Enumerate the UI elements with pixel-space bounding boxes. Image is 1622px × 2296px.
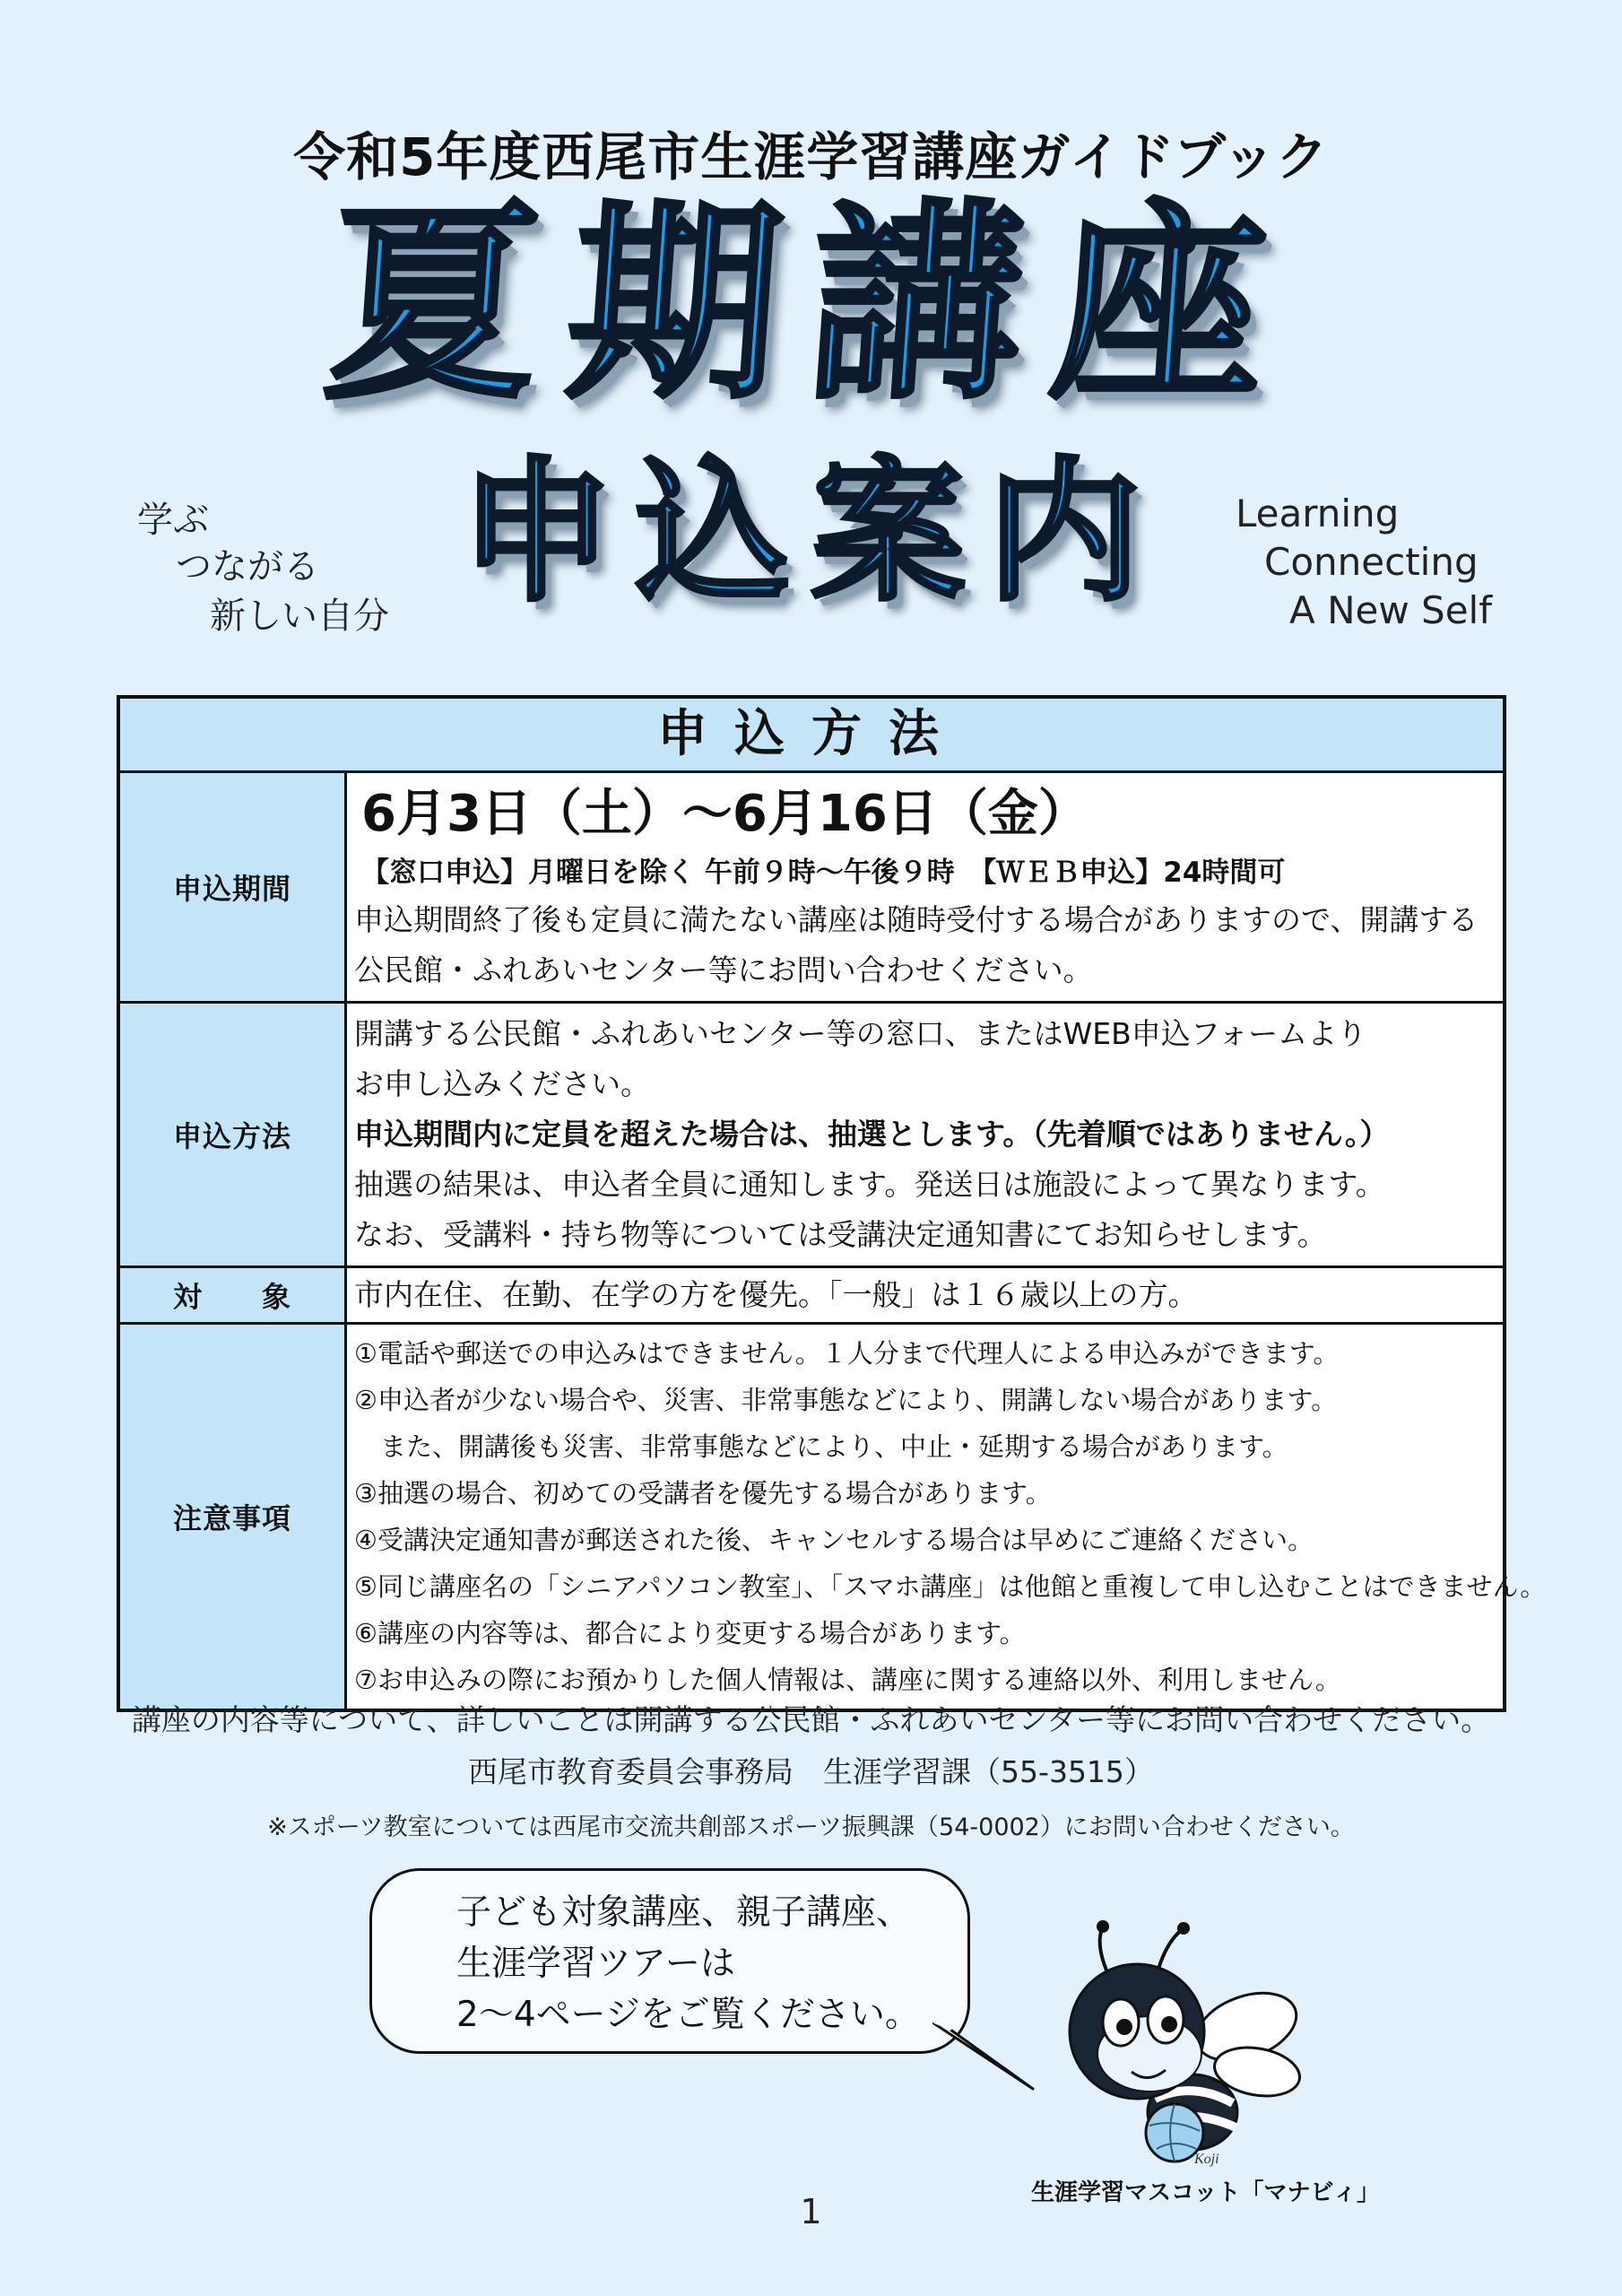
sub-title: 申込案内 <box>459 442 1163 622</box>
date-range: 6月3日（土）～6月16日（金） <box>361 785 1089 843</box>
speech-bubble-tail <box>932 2022 1040 2094</box>
method-text: なお、受講料・持ち物等については受講決定通知書にてお知らせします。 <box>354 1217 1327 1252</box>
period-text: 申込期間終了後も定員に満たない講座は随時受付する場合がありますので、開講する <box>354 902 1479 937</box>
note-item: ①電話や郵送での申込みはできません。１人分まで代理人による申込みができます。 <box>354 1338 1340 1369</box>
label-method: 申込方法 <box>120 1004 347 1265</box>
main-title: 夏期講座 <box>317 181 1305 428</box>
mascot-caption: 生涯学習マスコット「マナビィ」 <box>1031 2179 1380 2206</box>
row-target <box>120 1268 1503 1325</box>
note-item: ④受講決定通知書が郵送された後、キャンセルする場合は早めにご連絡ください。 <box>354 1525 1314 1555</box>
slogan-connect: つながる <box>176 546 319 587</box>
slogan-en-learning: Learning <box>1236 491 1400 535</box>
target-body <box>347 1268 1503 1322</box>
guide-title: 令和5年度西尾市生涯学習講座ガイドブック <box>293 126 1329 187</box>
slogan-en-new-self: A New Self <box>1289 588 1492 632</box>
method-text: お申し込みください。 <box>354 1066 650 1101</box>
bubble-line: 生涯学習ツアーは <box>456 1944 735 1984</box>
period-body <box>347 773 1503 1001</box>
slogan-new-self: 新しい自分 <box>210 596 389 637</box>
mascot-signature: Koji <box>1194 2152 1219 2167</box>
note-item: ②申込者が少ない場合や、災害、非常事態などにより、開講しない場合があります。 <box>354 1385 1338 1415</box>
note-item: ⑤同じ講座名の「シニアパソコン教室」、「スマホ講座」は他館と重複して申し込むことはできません。 <box>354 1571 1547 1602</box>
method-lottery-text: 申込期間内に定員を超えた場合は、抽選とします。（先着順ではありません。） <box>354 1117 1390 1152</box>
label-period: 申込期間 <box>120 773 347 1001</box>
application-info-table <box>117 695 1547 1712</box>
note-item: ⑦お申込みの際にお預かりした個人情報は、講座に関する連絡以外、利用しません。 <box>354 1665 1341 1695</box>
note-item: ⑥講座の内容等は、都合により変更する場合があります。 <box>354 1618 1026 1648</box>
label-target: 対 象 <box>120 1268 347 1322</box>
bubble-line: 2～4ページをご覧ください。 <box>456 1995 920 2035</box>
method-body <box>347 1004 1503 1265</box>
label-notes: 注意事項 <box>120 1325 347 1709</box>
row-method <box>120 1004 1503 1268</box>
office-contact: 西尾市教育委員会事務局 生涯学習課（55-3515） <box>468 1754 1154 1789</box>
note-item: また、開講後も災害、非常事態などにより、中止・延期する場合があります。 <box>354 1431 1288 1462</box>
window-info: 【窓口申込】月曜日を除く 午前９時～午後９時 【ＷＥＢ申込】24時間可 <box>361 857 1286 889</box>
mascot-manabee-icon <box>1049 1919 1318 2170</box>
method-text: 抽選の結果は、申込者全員に通知します。発送日は施設によって異なります。 <box>354 1167 1385 1202</box>
row-period <box>120 773 1503 1004</box>
inquiry-note: 講座の内容等について、詳しいことは開講する公民館・ふれあいセンター等にお問い合わせください。 <box>131 1702 1491 1737</box>
method-text: 開講する公民館・ふれあいセンター等の窓口、またはWEB申込フォームより <box>354 1016 1367 1051</box>
target-text: 市内在住、在勤、在学の方を優先。「一般」は１６歳以上の方。 <box>354 1277 1198 1312</box>
row-notes <box>120 1325 1547 1709</box>
bubble-line: 子ども対象講座、親子講座、 <box>456 1892 912 1933</box>
table-header: 申込方法 <box>120 699 1503 773</box>
notes-body <box>347 1325 1555 1709</box>
page-number: 1 <box>800 2192 822 2231</box>
speech-bubble <box>369 1868 970 2054</box>
slogan-en-connecting: Connecting <box>1264 540 1479 584</box>
period-text: 公民館・ふれあいセンター等にお問い合わせください。 <box>354 952 1093 987</box>
slogan-learn: 学ぶ <box>137 500 209 541</box>
sports-note: ※スポーツ教室については西尾市交流共創部スポーツ振興課（54-0002）にお問い合わせください。 <box>267 1813 1355 1841</box>
note-item: ③抽選の場合、初めての受講者を優先する場合があります。 <box>354 1478 1052 1509</box>
